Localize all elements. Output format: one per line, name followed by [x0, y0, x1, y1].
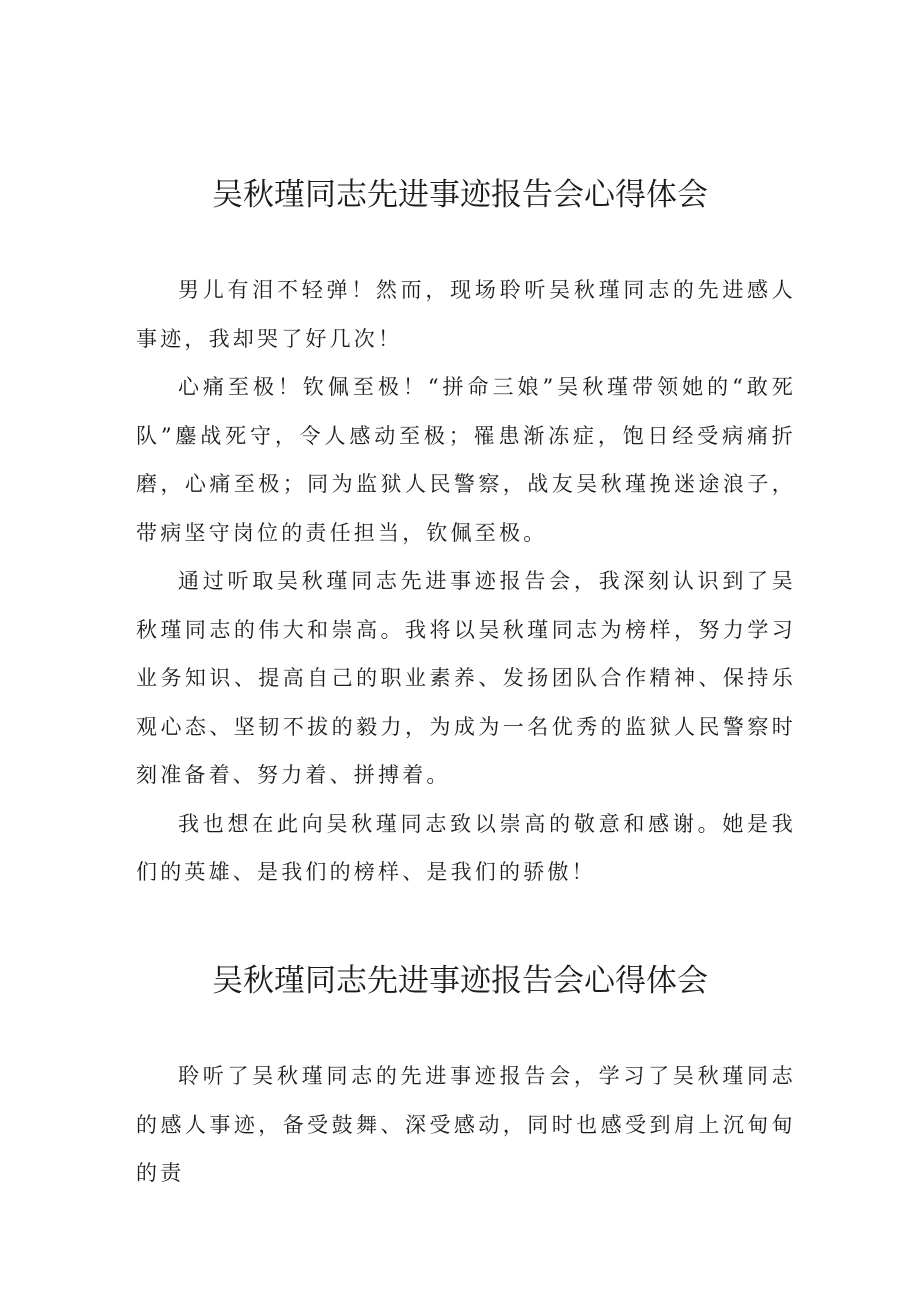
section-2-title: 吴秋瑾同志先进事迹报告会心得体会 [212, 963, 708, 999]
paragraph: 心痛至极！钦佩至极！“拼命三娘”吴秋瑾带领她的“敢死队”鏖战死守，令人感动至极；罹患渐冻症，饱日经受病痛折磨，心痛至极；同为监狱人民警察，战友吴秋瑾挽迷途浪子，带病坚守岗位的责任担当，钦佩至极。 [136, 375, 796, 545]
section-1-body [136, 266, 796, 897]
section-1-title: 吴秋瑾同志先进事迹报告会心得体会 [212, 177, 708, 213]
paragraph: 聆听了吴秋瑾同志的先进事迹报告会，学习了吴秋瑾同志的感人事迹，备受鼓舞、深受感动，同时也感受到肩上沉甸甸的责 [136, 1064, 796, 1185]
paragraph: 男儿有泪不轻弹！然而，现场聆听吴秋瑾同志的先进感人事迹，我却哭了好几次！ [136, 278, 796, 351]
paragraph: 通过听取吴秋瑾同志先进事迹报告会，我深刻认识到了吴秋瑾同志的伟大和崇高。我将以吴秋瑾同志为榜样，努力学习业务知识、提高自己的职业素养、发扬团队合作精神、保持乐观心态、坚韧不拔的毅力，为成为一名优秀的监狱人民警察时刻准备着、努力着、拼搏着。 [136, 569, 796, 787]
section-2-body [136, 1052, 796, 1198]
paragraph: 我也想在此向吴秋瑾同志致以崇高的敬意和感谢。她是我们的英雄、是我们的榜样、是我们的骄傲！ [136, 811, 796, 884]
